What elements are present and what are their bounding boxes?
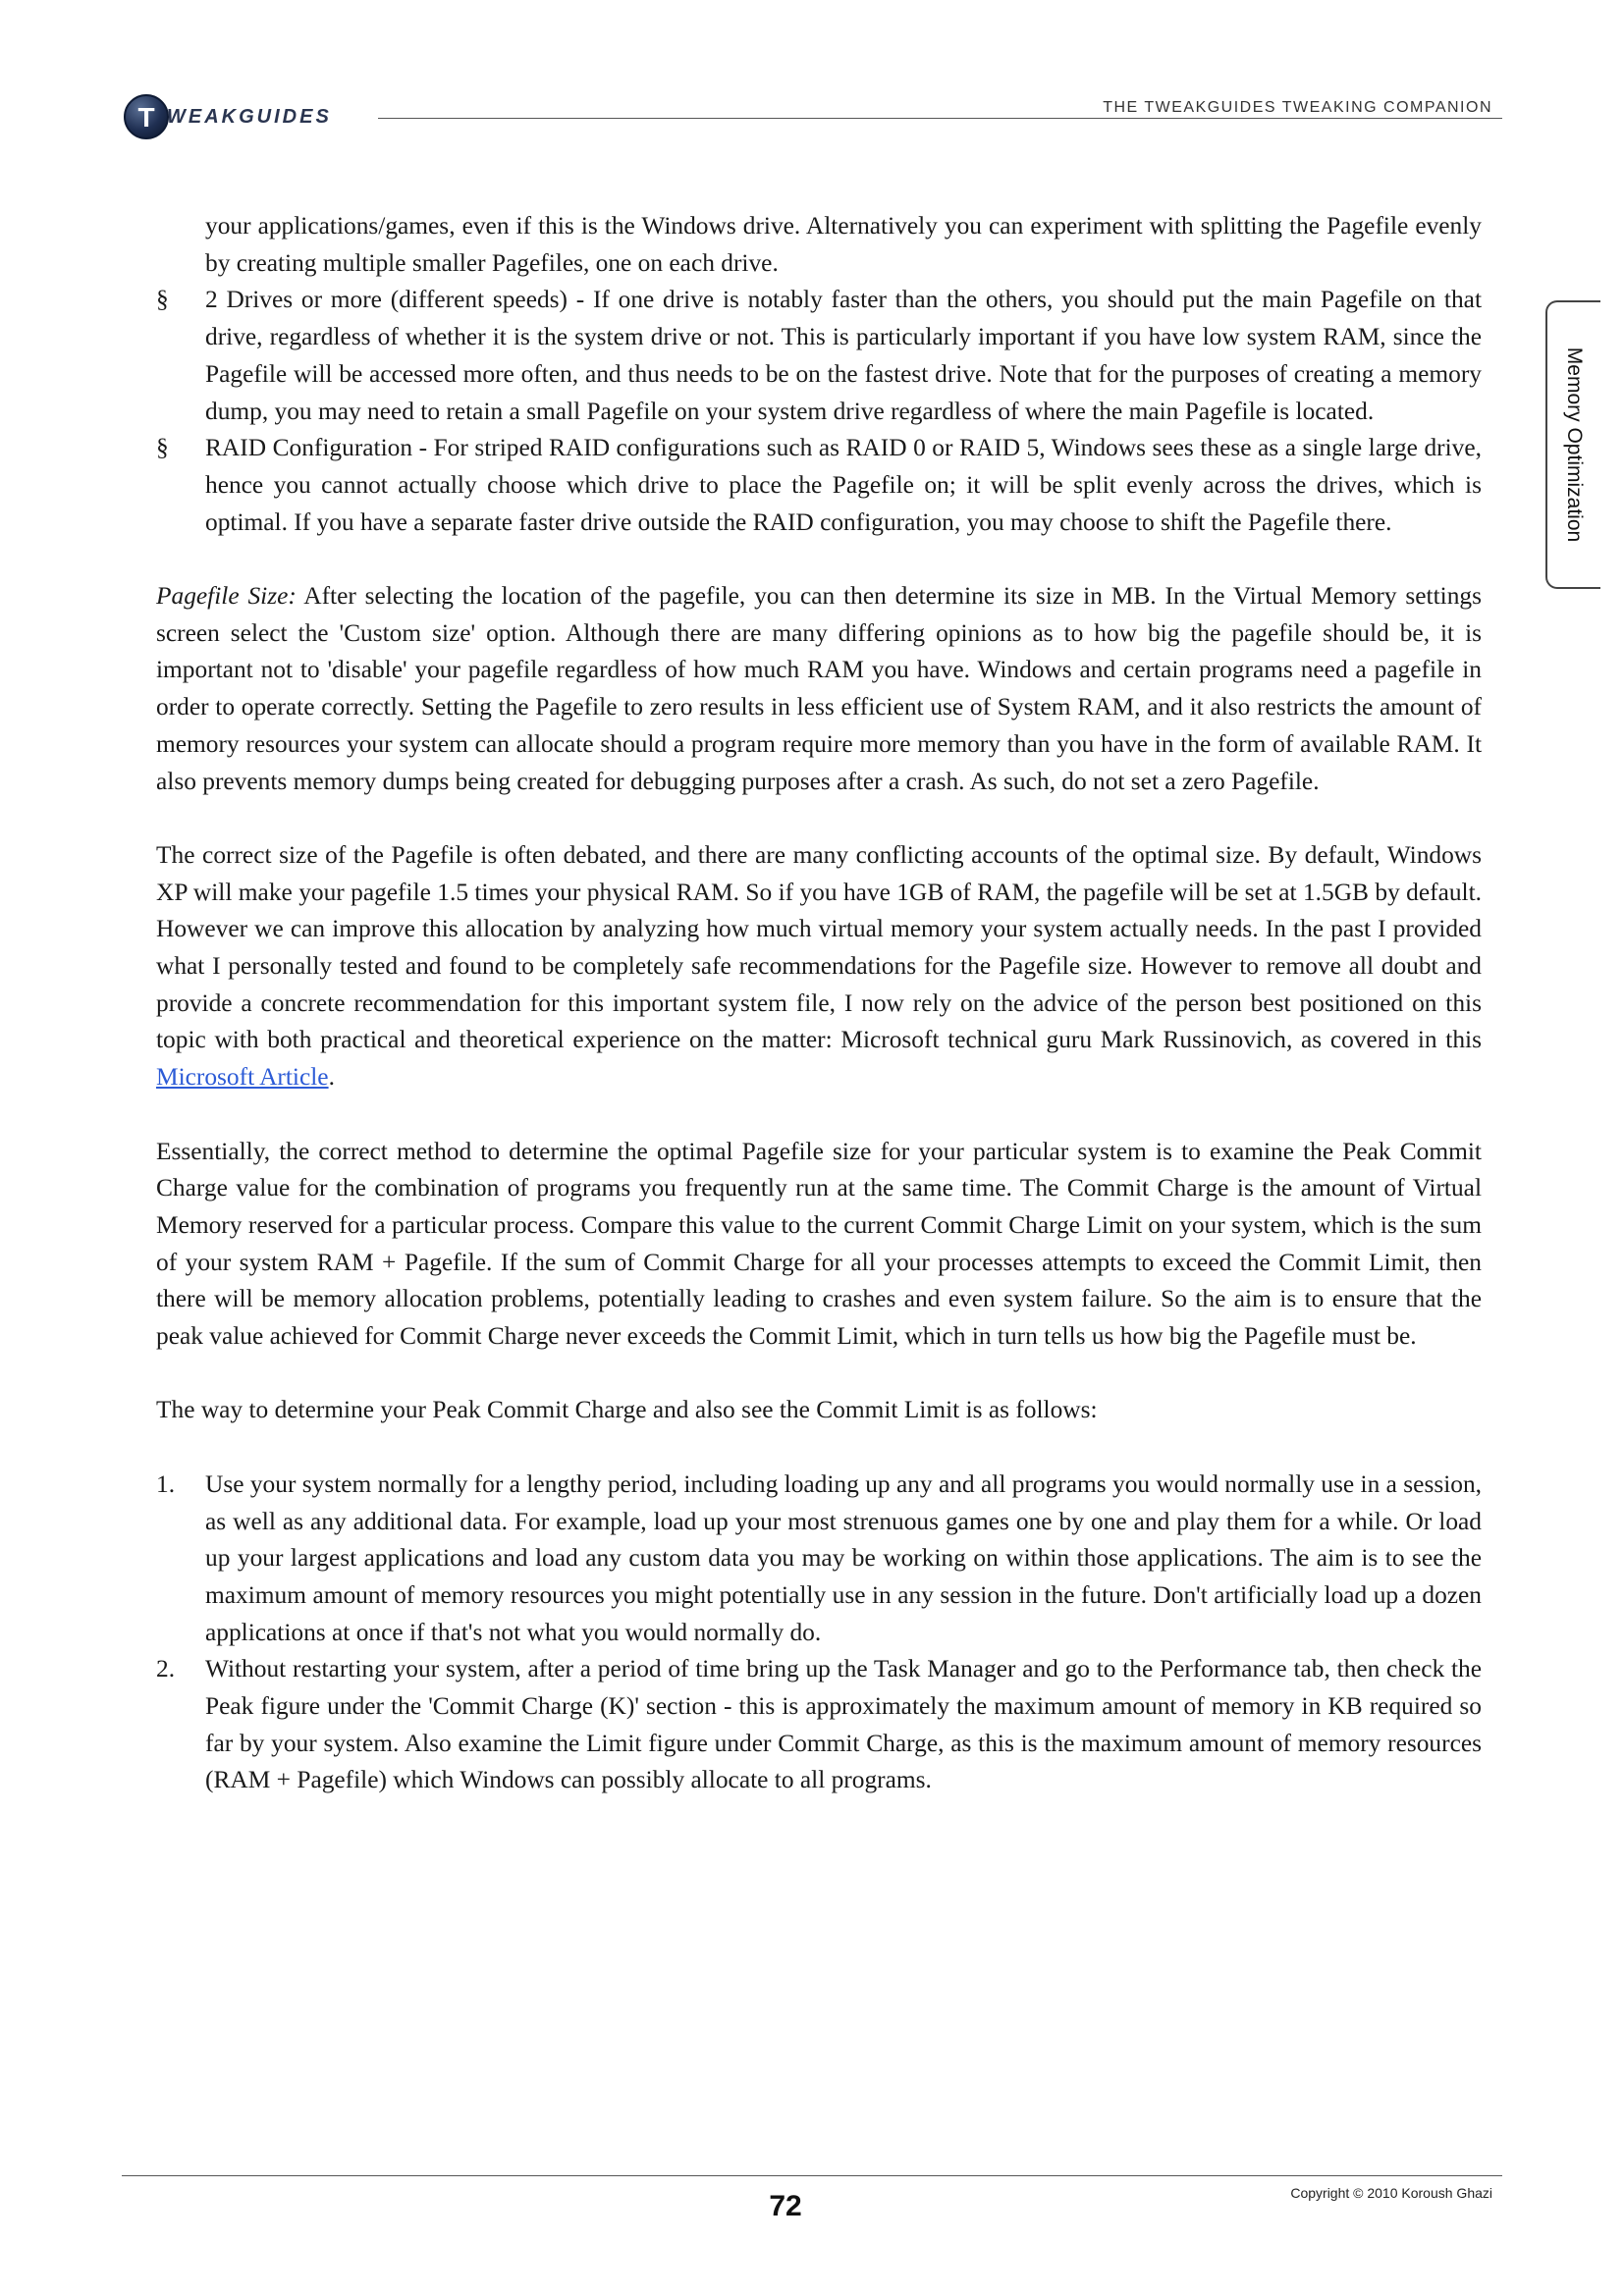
list-item — [156, 1467, 1482, 1652]
list-item-text: Use your system normally for a lengthy period, including loading up any and all programs you would normally use in a session, as well as any additional data. For example, load up your most strenuous games one by one and play them for a while. Or load up your largest applications and load any custom data you may be working on within those applications. The aim is to see the maximum amount of memory resources you might potentially use in any session in the future. Don't artificially load up a dozen applications at once if that's not what you would normally do. — [205, 1469, 1482, 1646]
logo-globe-icon — [124, 94, 169, 139]
pagefile-size-text: After selecting the location of the pagefile, you can then determine its size in MB. In the Virtual Memory settings screen select the 'Custom size' option. Although there are many differing opinions as to how big the pagefile should be, it is important not to 'disable' your pagefile regardless of how much RAM you have. Windows and certain programs need a pagefile in order to operate correctly. Setting the Pagefile to zero results in less efficient use of System RAM, and it also restricts the amount of memory resources your system can allocate should a program require more memory than you have in the form of available RAM. It also prevents memory dumps being created for debugging purposes after a crash. As such, do not set a zero Pagefile. — [156, 582, 1482, 795]
continuation-text: your applications/games, even if this is the Windows drive. Alternatively you can experiment with splitting the Pagefile evenly by creating multiple smaller Pagefiles, one on each drive. — [205, 212, 1482, 277]
pagefile-size-heading: Pagefile Size: — [156, 582, 297, 611]
copyright-notice: Copyright © 2010 Koroush Ghazi — [1290, 2185, 1492, 2201]
logo-text: WEAKGUIDES — [167, 106, 332, 128]
steps-list — [156, 1467, 1482, 1799]
tweakguides-logo — [124, 94, 369, 143]
list-item — [156, 1651, 1482, 1799]
list-item-text: 2 Drives or more (different speeds) - If one drive is notably faster than the others, you should put the main Pagefile on that drive, regardless of whether it is the system drive or not. This is particularly important if you have low system RAM, since the Pagefile will be accessed more often, and thus needs to be on the fastest drive. Note that for the purposes of creating a memory dump, you may need to retain a small Pagefile on your system drive regardless of where the main Pagefile is located. — [205, 286, 1482, 425]
side-tab-label: Memory Optimization — [1563, 347, 1586, 543]
bullet-marker: § — [156, 286, 169, 314]
bullet-marker: § — [156, 434, 169, 462]
page-number: 72 — [769, 2190, 802, 2222]
logo-letter: T — [137, 102, 155, 133]
pagefile-size-paragraph — [156, 578, 1482, 800]
header-title: THE TWEAKGUIDES TWEAKING COMPANION — [1103, 99, 1492, 116]
drive-options-list — [156, 208, 1482, 541]
footer-divider — [122, 2175, 1502, 2176]
section-side-tab — [1545, 300, 1600, 589]
way-paragraph: The way to determine your Peak Commit Charge and also see the Commit Limit is as follows: — [156, 1396, 1098, 1424]
header-divider — [378, 118, 1502, 119]
list-item-text: RAID Configuration - For striped RAID configurations such as RAID 0 or RAID 5, Windows sees these as a single large drive, hence you cannot actually choose which drive to place the Pagefile on; it will be split evenly across the drives, which is optimal. If you have a separate faster drive outside the RAID configuration, you may choose to shift the Pagefile there. — [205, 434, 1482, 536]
list-item-text: Without restarting your system, after a period of time bring up the Task Manager and go to the Performance tab, then check the Peak figure under the 'Commit Charge (K)' section - this is approximately the maximum amount of memory in KB required so far by your system. Also examine the Limit figure under Commit Charge, as this is the maximum amount of memory resources (RAM + Pagefile) which Windows can possibly allocate to all programs. — [205, 1655, 1482, 1794]
list-item — [156, 430, 1482, 541]
correct-size-text: The correct size of the Pagefile is often debated, and there are many conflicting accounts of the optimal size. By default, Windows XP will make your pagefile 1.5 times your physical RAM. So if you have 1GB of RAM, the pagefile will be set at 1.5GB by default. However we can improve this allocation by analyzing how much virtual memory your system actually needs. In the past I provided what I personally tested and found to be completely safe recommendations for the Pagefile size. However to remove all doubt and provide a concrete recommendation for this important system file, I now rely on the advice of the person best positioned on this topic with both practical and theoretical experience on the matter: Microsoft technical guru Mark Russinovich, as covered in this — [156, 840, 1482, 1054]
essentially-paragraph: Essentially, the correct method to determine the optimal Pagefile size for your particular system is to examine the Peak Commit Charge value for the combination of programs you frequently run at the same time. The Commit Charge is the amount of Virtual Memory reserved for a particular process. Compare this value to the current Commit Charge Limit on your system, which is the sum of your system RAM + Pagefile. If the sum of Commit Charge for all your processes attempts to exceed the Commit Limit, then there will be memory allocation problems, potentially leading to crashes and even system failure. So the aim is to ensure that the peak value achieved for Commit Charge never exceeds the Commit Limit, which in turn tells us how big the Pagefile must be. — [156, 1137, 1482, 1351]
list-item — [156, 282, 1482, 430]
correct-size-period: . — [328, 1063, 335, 1092]
correct-size-paragraph — [156, 837, 1482, 1096]
microsoft-article-link[interactable]: Microsoft Article — [156, 1063, 329, 1092]
page-body — [156, 208, 1482, 1837]
page-header — [0, 0, 1624, 137]
step-number: 2. — [156, 1655, 176, 1683]
step-number: 1. — [156, 1469, 176, 1498]
